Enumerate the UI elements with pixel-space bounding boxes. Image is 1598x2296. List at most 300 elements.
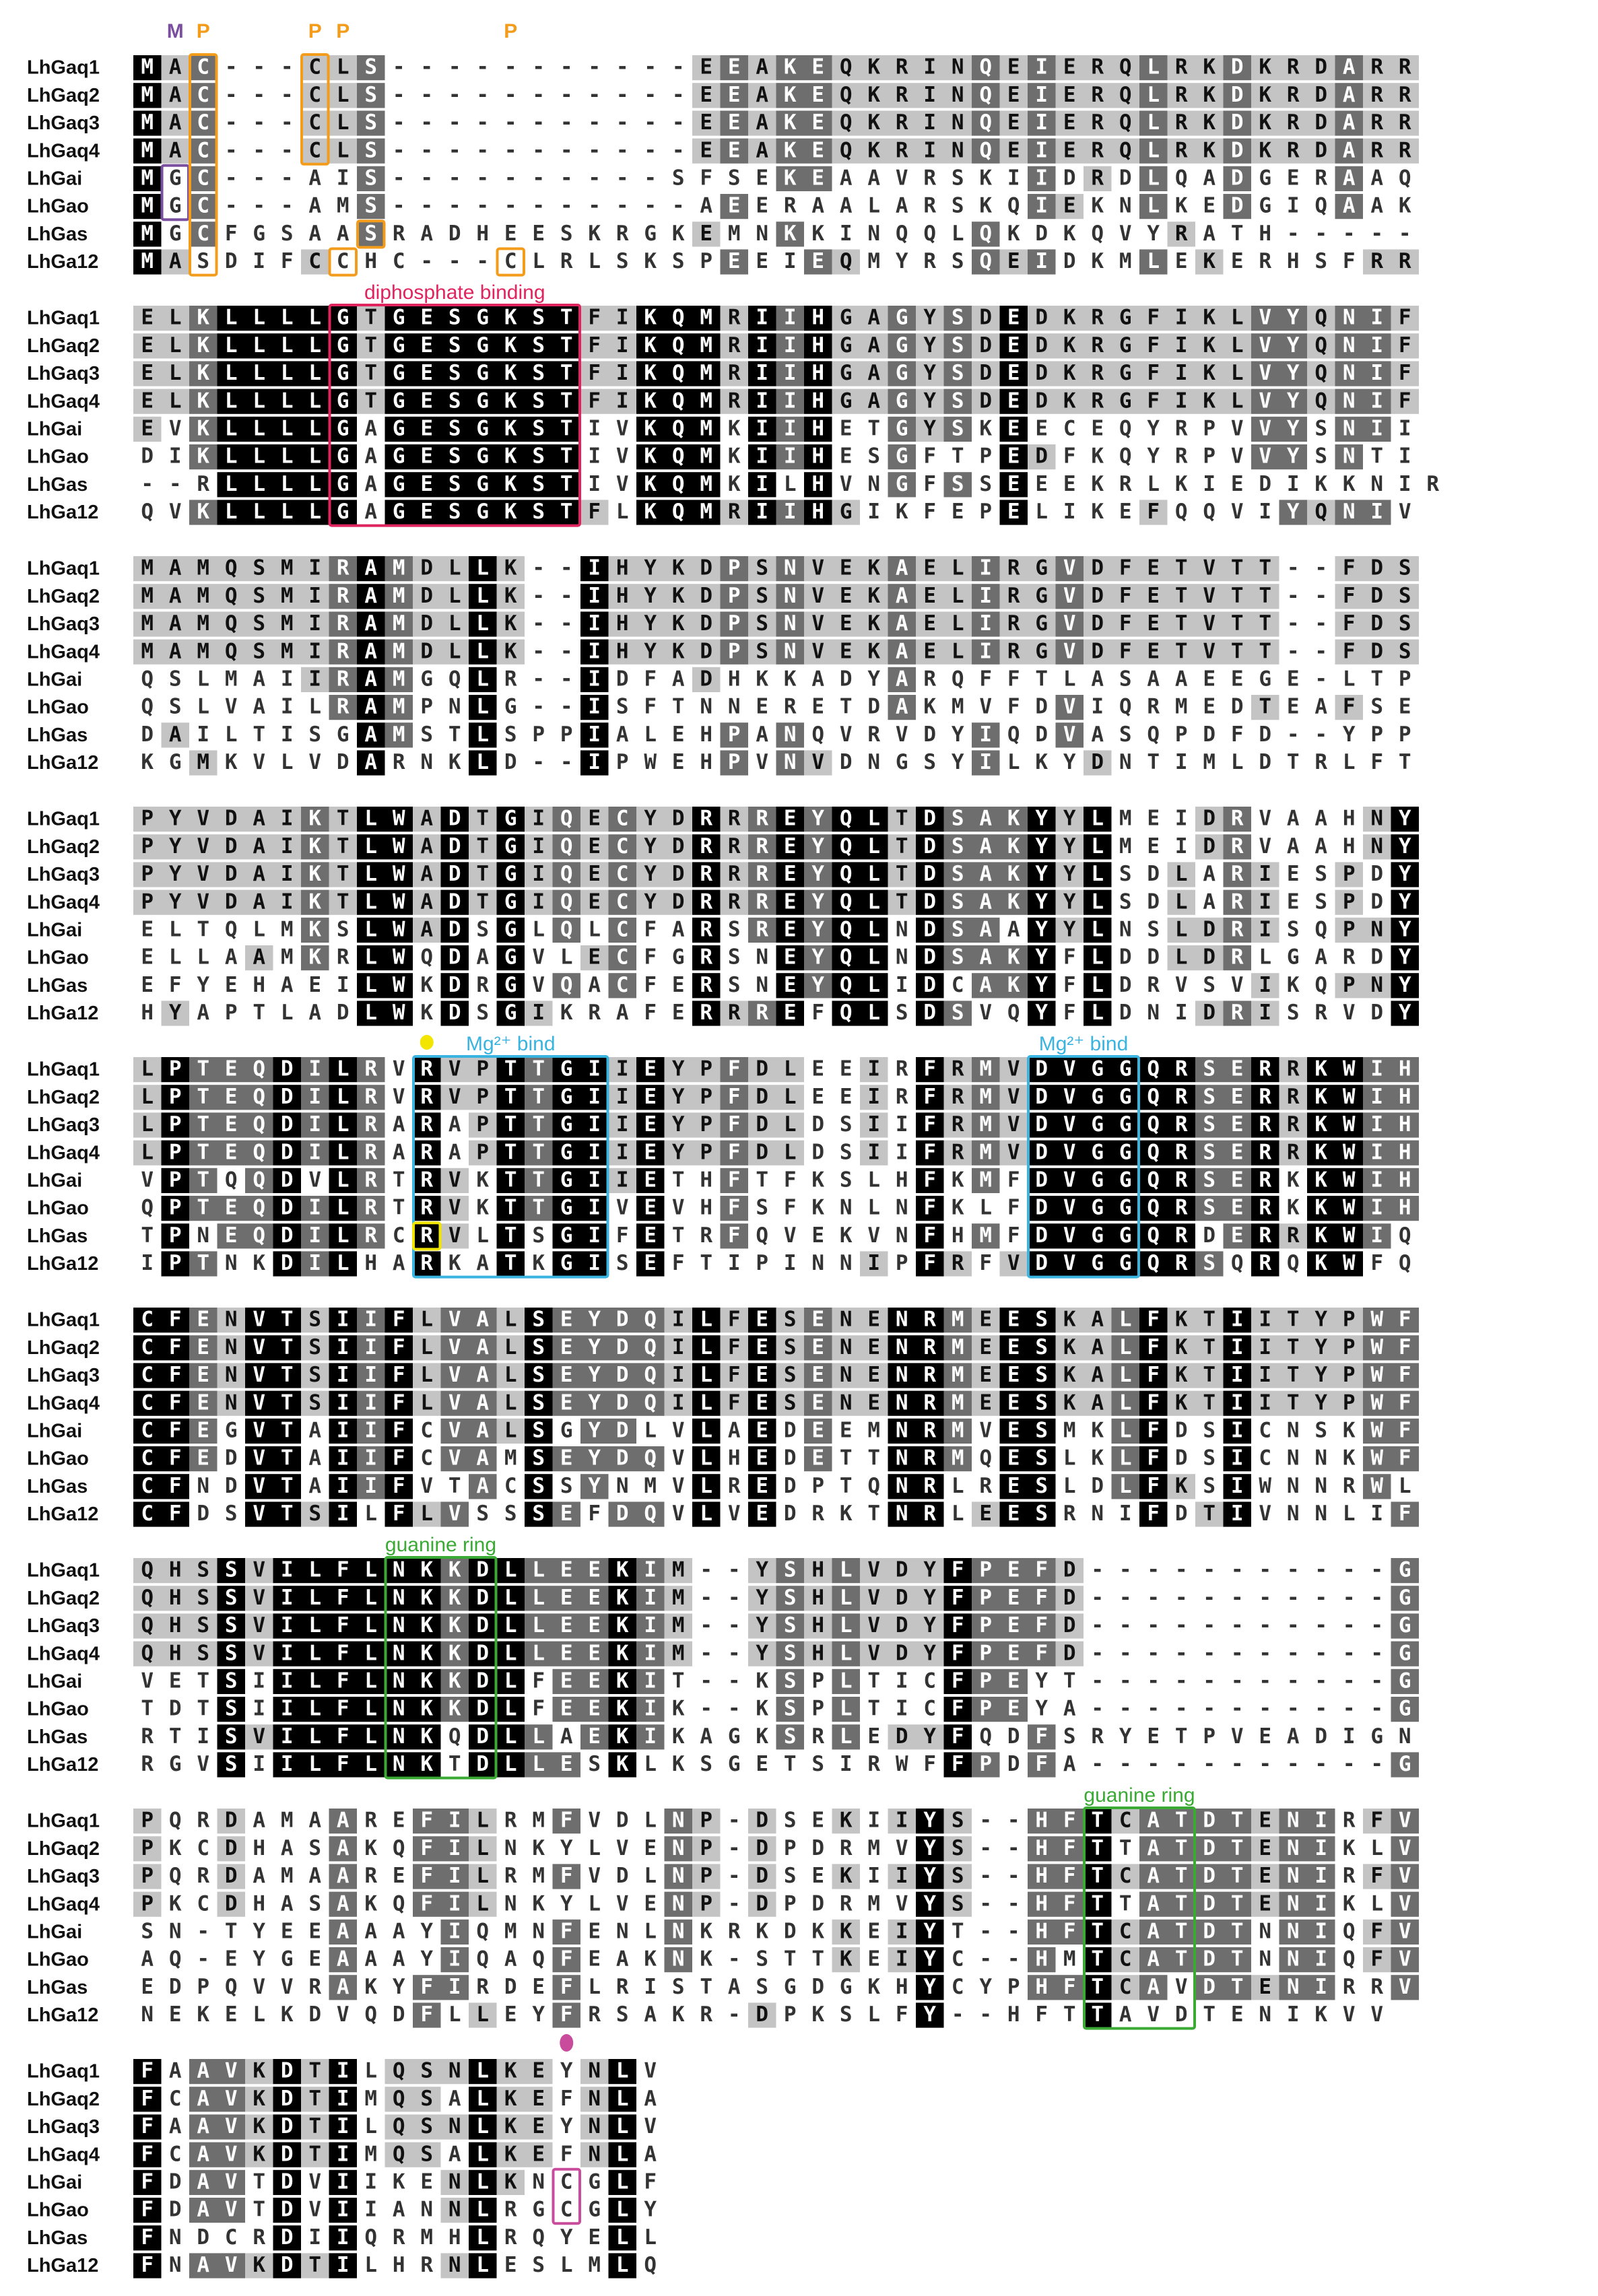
residue: E bbox=[1203, 667, 1216, 691]
residue: A bbox=[476, 1363, 489, 1387]
residue: L bbox=[1063, 1474, 1076, 1498]
residue: F bbox=[1147, 361, 1160, 385]
residue: Y bbox=[1035, 1001, 1048, 1025]
residue: L bbox=[532, 1641, 545, 1665]
residue: C bbox=[616, 862, 629, 886]
residue: I bbox=[588, 472, 601, 496]
residue: T bbox=[364, 389, 377, 413]
residue: I bbox=[728, 1251, 741, 1275]
residue: I bbox=[364, 1474, 377, 1498]
residue: R bbox=[923, 1501, 936, 1526]
residue: Q bbox=[225, 917, 238, 941]
residue: A bbox=[979, 862, 992, 886]
residue: - bbox=[1007, 1809, 1020, 1833]
residue: L bbox=[1147, 55, 1160, 79]
residue: I bbox=[1399, 416, 1411, 440]
residue: F bbox=[1007, 1223, 1020, 1248]
residue: T bbox=[952, 1919, 964, 1943]
residue: K bbox=[979, 166, 992, 190]
residue: A bbox=[420, 834, 433, 858]
residue: S bbox=[1370, 695, 1383, 719]
residue: R bbox=[1091, 83, 1104, 107]
residue: Q bbox=[1314, 389, 1327, 413]
residue: R bbox=[1259, 1223, 1271, 1248]
residue: H bbox=[253, 1891, 265, 1916]
residue: D bbox=[1035, 306, 1048, 330]
residue: D bbox=[616, 1501, 629, 1526]
residue: E bbox=[1007, 1558, 1020, 1582]
residue: Y bbox=[560, 1836, 573, 1860]
residue: K bbox=[1314, 2002, 1327, 2027]
residue: N bbox=[1287, 1864, 1300, 1888]
residue: D bbox=[1175, 1501, 1188, 1526]
residue: I bbox=[281, 695, 294, 719]
residue: K bbox=[1343, 1418, 1356, 1442]
residue: V bbox=[281, 1975, 294, 1999]
residue: E bbox=[420, 472, 433, 496]
residue: L bbox=[840, 1613, 853, 1637]
residue: A bbox=[169, 138, 182, 162]
residue: A bbox=[364, 1947, 377, 1971]
residue: - bbox=[728, 1613, 741, 1637]
residue: S bbox=[225, 1668, 238, 1693]
residue: D bbox=[1203, 945, 1216, 970]
residue: - bbox=[448, 166, 461, 190]
residue: N bbox=[616, 1474, 629, 1498]
residue: F bbox=[728, 1140, 741, 1164]
residue: L bbox=[588, 1836, 601, 1860]
residue: A bbox=[896, 611, 908, 636]
residue: G bbox=[225, 1418, 238, 1442]
residue: I bbox=[923, 110, 936, 135]
residue: H bbox=[141, 1001, 154, 1025]
residue: E bbox=[560, 1446, 573, 1471]
residue: F bbox=[1399, 1390, 1411, 1415]
residue: - bbox=[504, 194, 517, 218]
residue: L bbox=[169, 361, 182, 385]
residue: A bbox=[393, 1947, 405, 1971]
residue: E bbox=[672, 1001, 685, 1025]
residue: K bbox=[644, 389, 657, 413]
residue: I bbox=[1063, 500, 1076, 524]
residue: E bbox=[560, 1390, 573, 1415]
residue: P bbox=[1203, 416, 1216, 440]
residue: D bbox=[784, 1446, 797, 1471]
residue: G bbox=[560, 1168, 573, 1192]
residue: N bbox=[1119, 917, 1132, 941]
residue: R bbox=[420, 1251, 433, 1275]
residue: R bbox=[1370, 55, 1383, 79]
residue: K bbox=[1314, 1057, 1327, 1081]
residue: L bbox=[337, 1223, 349, 1248]
residue: R bbox=[560, 249, 573, 273]
residue: I bbox=[644, 1668, 657, 1693]
residue: A bbox=[1370, 194, 1383, 218]
residue: I bbox=[979, 584, 992, 608]
residue: I bbox=[253, 1668, 265, 1693]
residue: - bbox=[700, 1558, 712, 1582]
residue: T bbox=[1175, 584, 1188, 608]
residue: G bbox=[1399, 1668, 1411, 1693]
residue: D bbox=[448, 862, 461, 886]
residue: P bbox=[811, 1697, 824, 1721]
residue: A bbox=[169, 722, 182, 747]
residue: S bbox=[1399, 639, 1411, 663]
residue: L bbox=[700, 1308, 712, 1332]
residue: E bbox=[1007, 389, 1020, 413]
residue: F bbox=[1399, 1363, 1411, 1387]
residue: K bbox=[1091, 444, 1104, 469]
residue: A bbox=[169, 249, 182, 273]
residue: K bbox=[532, 1836, 545, 1860]
residue: C bbox=[616, 807, 629, 831]
residue: M bbox=[393, 611, 405, 636]
residue: E bbox=[1231, 1057, 1244, 1081]
residue: I bbox=[1231, 1363, 1244, 1387]
residue: - bbox=[1119, 1641, 1132, 1665]
residue: I bbox=[1259, 1335, 1271, 1359]
residue: R bbox=[1091, 389, 1104, 413]
residue: - bbox=[979, 1864, 992, 1888]
residue: M bbox=[979, 1168, 992, 1192]
residue: K bbox=[672, 1724, 685, 1749]
residue: E bbox=[420, 333, 433, 358]
residue: A bbox=[253, 945, 265, 970]
residue: L bbox=[867, 1196, 880, 1220]
residue: D bbox=[923, 1001, 936, 1025]
residue: M bbox=[700, 389, 712, 413]
residue: - bbox=[1119, 1613, 1132, 1637]
residue: T bbox=[281, 1474, 294, 1498]
residue: E bbox=[1399, 695, 1411, 719]
residue: P bbox=[616, 750, 629, 774]
residue: M bbox=[281, 917, 294, 941]
residue: R bbox=[1175, 1196, 1188, 1220]
residue: H bbox=[811, 500, 824, 524]
residue: P bbox=[1175, 722, 1188, 747]
residue: V bbox=[532, 945, 545, 970]
residue: I bbox=[364, 1446, 377, 1471]
residue: P bbox=[1203, 1724, 1216, 1749]
residue: F bbox=[728, 1112, 741, 1137]
residue: M bbox=[700, 361, 712, 385]
residue: E bbox=[811, 1335, 824, 1359]
residue: G bbox=[1399, 1752, 1411, 1776]
residue: - bbox=[728, 1641, 741, 1665]
residue: S bbox=[253, 584, 265, 608]
residue: Q bbox=[560, 834, 573, 858]
residue: V bbox=[393, 1057, 405, 1081]
residue: C bbox=[197, 110, 209, 135]
residue: S bbox=[364, 83, 377, 107]
residue: Y bbox=[672, 1085, 685, 1109]
residue: M bbox=[281, 611, 294, 636]
residue: A bbox=[448, 1140, 461, 1164]
residue: L bbox=[364, 2253, 377, 2277]
residue: S bbox=[1147, 917, 1160, 941]
residue: F bbox=[1007, 667, 1020, 691]
residue: P bbox=[728, 750, 741, 774]
residue: R bbox=[337, 945, 349, 970]
residue: R bbox=[420, 1057, 433, 1081]
residue: Y bbox=[1063, 834, 1076, 858]
residue: S bbox=[1035, 1390, 1048, 1415]
residue: C bbox=[1259, 1446, 1271, 1471]
residue: - bbox=[728, 1668, 741, 1693]
residue: E bbox=[197, 1308, 209, 1332]
residue: Y bbox=[923, 1947, 936, 1971]
residue: M bbox=[393, 695, 405, 719]
residue: G bbox=[784, 1975, 797, 1999]
residue: K bbox=[504, 639, 517, 663]
residue: L bbox=[1119, 1446, 1132, 1471]
residue: N bbox=[1259, 2002, 1271, 2027]
residue: - bbox=[952, 2002, 964, 2027]
residue: I bbox=[784, 416, 797, 440]
residue: F bbox=[141, 2169, 154, 2194]
residue: I bbox=[1175, 389, 1188, 413]
residue: Q bbox=[393, 2114, 405, 2138]
residue: - bbox=[1259, 1752, 1271, 1776]
residue: F bbox=[952, 1752, 964, 1776]
residue: R bbox=[728, 306, 741, 330]
residue: I bbox=[896, 1140, 908, 1164]
residue: S bbox=[840, 2002, 853, 2027]
residue: - bbox=[1231, 1641, 1244, 1665]
residue: E bbox=[672, 973, 685, 997]
residue: - bbox=[1231, 1586, 1244, 1610]
residue: L bbox=[1370, 1891, 1383, 1916]
residue: E bbox=[840, 1418, 853, 1442]
residue: I bbox=[1370, 1223, 1383, 1248]
residue: S bbox=[952, 917, 964, 941]
residue: I bbox=[1231, 1308, 1244, 1332]
residue: N bbox=[225, 1251, 238, 1275]
residue: V bbox=[672, 1418, 685, 1442]
residue: E bbox=[867, 1919, 880, 1943]
residue: - bbox=[979, 1836, 992, 1860]
residue: - bbox=[420, 249, 433, 273]
residue: H bbox=[952, 1223, 964, 1248]
residue: C bbox=[225, 2225, 238, 2250]
residue: N bbox=[616, 1919, 629, 1943]
residue: D bbox=[923, 889, 936, 914]
residue: S bbox=[1035, 1474, 1048, 1498]
residue: Q bbox=[923, 222, 936, 246]
residue: A bbox=[896, 667, 908, 691]
residue: I bbox=[840, 1752, 853, 1776]
residue: I bbox=[616, 1168, 629, 1192]
residue: V bbox=[1231, 973, 1244, 997]
residue: Q bbox=[141, 695, 154, 719]
residue: K bbox=[1063, 222, 1076, 246]
residue: D bbox=[1231, 695, 1244, 719]
residue: F bbox=[728, 1057, 741, 1081]
residue: G bbox=[169, 194, 182, 218]
residue: L bbox=[784, 1112, 797, 1137]
residue: G bbox=[896, 750, 908, 774]
residue: E bbox=[225, 1112, 238, 1137]
residue: A bbox=[1343, 138, 1356, 162]
residue: N bbox=[1287, 1501, 1300, 1526]
residue: D bbox=[1119, 166, 1132, 190]
residue: K bbox=[169, 1836, 182, 1860]
residue: L bbox=[504, 1613, 517, 1637]
residue: K bbox=[1314, 1168, 1327, 1192]
residue: I bbox=[281, 834, 294, 858]
residue: N bbox=[840, 1196, 853, 1220]
residue: - bbox=[1343, 222, 1356, 246]
residue: E bbox=[756, 1335, 768, 1359]
residue: E bbox=[1231, 1112, 1244, 1137]
residue: E bbox=[225, 1085, 238, 1109]
residue: Y bbox=[923, 416, 936, 440]
residue: D bbox=[1231, 166, 1244, 190]
residue: I bbox=[588, 556, 601, 580]
residue: D bbox=[616, 1864, 629, 1888]
residue: L bbox=[644, 1752, 657, 1776]
residue: L bbox=[308, 472, 321, 496]
residue: P bbox=[979, 1752, 992, 1776]
sequence-name: LhGai bbox=[27, 1420, 82, 1442]
residue: I bbox=[588, 1112, 601, 1137]
residue: E bbox=[811, 166, 824, 190]
residue: F bbox=[1343, 584, 1356, 608]
residue: K bbox=[644, 333, 657, 358]
residue: F bbox=[420, 2002, 433, 2027]
residue: D bbox=[476, 1668, 489, 1693]
residue: - bbox=[588, 110, 601, 135]
sequence-name: LhGaq2 bbox=[27, 586, 100, 607]
residue: S bbox=[448, 306, 461, 330]
residue: Q bbox=[840, 862, 853, 886]
residue: I bbox=[281, 667, 294, 691]
residue: V bbox=[840, 472, 853, 496]
residue: G bbox=[560, 1196, 573, 1220]
residue: R bbox=[1287, 1085, 1300, 1109]
residue: C bbox=[141, 1308, 154, 1332]
residue: N bbox=[700, 695, 712, 719]
residue: L bbox=[420, 1501, 433, 1526]
residue: A bbox=[1091, 1390, 1104, 1415]
sequence-name: LhGaq4 bbox=[27, 391, 100, 412]
residue: L bbox=[1063, 1446, 1076, 1471]
residue: L bbox=[308, 389, 321, 413]
residue: I bbox=[308, 1112, 321, 1137]
residue: E bbox=[1007, 1390, 1020, 1415]
residue: P bbox=[141, 1809, 154, 1833]
residue: P bbox=[700, 1864, 712, 1888]
residue: Q bbox=[1147, 1140, 1160, 1164]
sequence-name: LhGai bbox=[27, 1170, 82, 1191]
residue: E bbox=[1007, 1668, 1020, 1693]
residue: N bbox=[784, 611, 797, 636]
residue: A bbox=[197, 2198, 209, 2222]
residue: T bbox=[253, 722, 265, 747]
residue: T bbox=[560, 361, 573, 385]
residue: C bbox=[952, 1975, 964, 1999]
residue: M bbox=[700, 444, 712, 469]
residue: L bbox=[364, 1501, 377, 1526]
residue: - bbox=[532, 138, 545, 162]
residue: V bbox=[811, 556, 824, 580]
residue: N bbox=[896, 945, 908, 970]
residue: V bbox=[811, 611, 824, 636]
residue: Y bbox=[169, 889, 182, 914]
residue: A bbox=[197, 2114, 209, 2138]
residue: A bbox=[476, 945, 489, 970]
residue: C bbox=[141, 1418, 154, 1442]
sequence-name: LhGaq2 bbox=[27, 836, 100, 858]
residue: Q bbox=[1175, 500, 1188, 524]
residue: I bbox=[979, 611, 992, 636]
residue: I bbox=[337, 1501, 349, 1526]
residue: F bbox=[784, 1168, 797, 1192]
residue: K bbox=[644, 500, 657, 524]
residue: D bbox=[1314, 1724, 1327, 1749]
residue: D bbox=[1035, 1057, 1048, 1081]
residue: R bbox=[1175, 1112, 1188, 1137]
residue: R bbox=[784, 194, 797, 218]
residue: E bbox=[1287, 695, 1300, 719]
residue: D bbox=[923, 973, 936, 997]
residue: R bbox=[1399, 55, 1411, 79]
residue: R bbox=[364, 1085, 377, 1109]
residue: V bbox=[616, 472, 629, 496]
residue: P bbox=[1343, 1308, 1356, 1332]
residue: S bbox=[1203, 1140, 1216, 1164]
residue: - bbox=[476, 194, 489, 218]
residue: L bbox=[1399, 1474, 1411, 1498]
residue: R bbox=[1314, 750, 1327, 774]
residue: Q bbox=[1147, 1112, 1160, 1137]
residue: A bbox=[337, 1947, 349, 1971]
residue: H bbox=[1343, 834, 1356, 858]
sequence-name: LhGa12 bbox=[27, 1504, 98, 1525]
residue: R bbox=[1287, 83, 1300, 107]
residue: A bbox=[979, 834, 992, 858]
residue: V bbox=[1259, 444, 1271, 469]
residue: D bbox=[700, 556, 712, 580]
residue: K bbox=[756, 1697, 768, 1721]
residue: F bbox=[560, 1919, 573, 1943]
residue: E bbox=[169, 1668, 182, 1693]
residue: R bbox=[1175, 1057, 1188, 1081]
residue: S bbox=[952, 333, 964, 358]
residue: Q bbox=[672, 472, 685, 496]
residue: G bbox=[1091, 1168, 1104, 1192]
residue: V bbox=[616, 1836, 629, 1860]
residue: V bbox=[588, 1809, 601, 1833]
residue: D bbox=[896, 1586, 908, 1610]
residue: - bbox=[532, 166, 545, 190]
residue: H bbox=[896, 1168, 908, 1192]
residue: D bbox=[420, 611, 433, 636]
residue: R bbox=[1343, 1864, 1356, 1888]
residue: E bbox=[756, 166, 768, 190]
residue: R bbox=[1314, 1001, 1327, 1025]
residue: S bbox=[225, 1501, 238, 1526]
residue: P bbox=[811, 1668, 824, 1693]
residue: A bbox=[756, 83, 768, 107]
residue: K bbox=[784, 166, 797, 190]
residue: Q bbox=[1007, 1001, 1020, 1025]
residue: E bbox=[1147, 556, 1160, 580]
residue: R bbox=[1259, 1251, 1271, 1275]
residue: A bbox=[169, 110, 182, 135]
residue: E bbox=[1259, 1809, 1271, 1833]
residue: I bbox=[1370, 1085, 1383, 1109]
